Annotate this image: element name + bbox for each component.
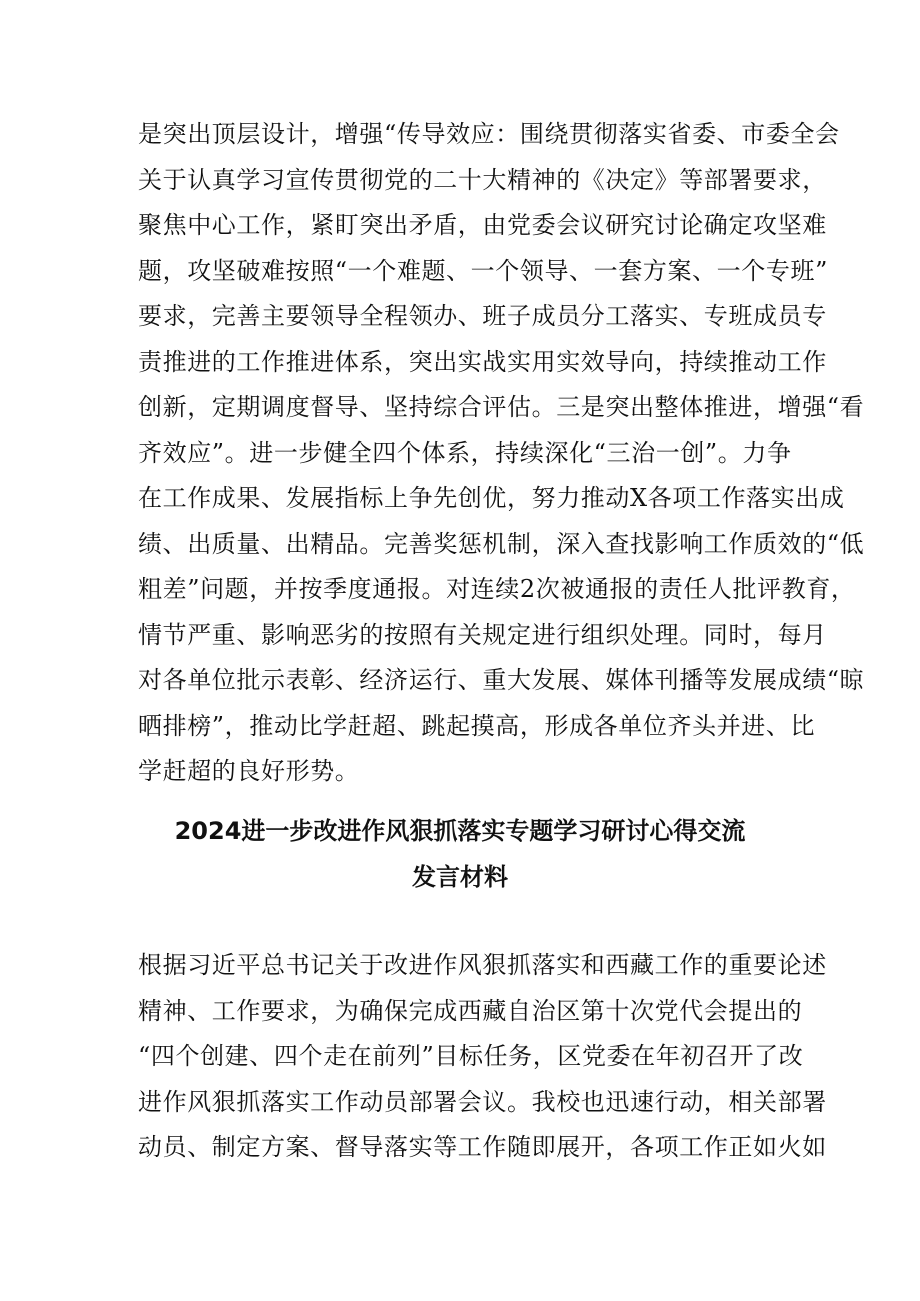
text-line: 情节严重、影响恶劣的按照有关规定进行组织处理。同时，每月 <box>138 621 827 649</box>
text-line: 创新，定期调度督导、坚持综合评估。三是突出整体推进，增强“看 <box>138 393 865 421</box>
text-line: 聚焦中心工作，紧盯突出矛盾，由党委会议研究讨论确定攻坚难 <box>138 211 827 239</box>
text-line: 是突出顶层设计，增强“传导效应：围绕贯彻落实省委、市委全会 <box>138 120 840 148</box>
text-line: 关于认真学习宣传贯彻党的二十大精神的《决定》等部署要求， <box>138 166 827 194</box>
text-line: 精神、工作要求，为确保完成西藏自治区第十次党代会提出的 <box>138 997 803 1025</box>
text-line: 粗差”问题，并按季度通报。对连续2次被通报的责任人批评教育， <box>138 575 856 603</box>
text-line: 进作风狠抓落实工作动员部署会议。我校也迅速行动，相关部署 <box>138 1088 827 1116</box>
text-line: 学赶超的良好形势。 <box>138 757 360 785</box>
text-line: 晒排榜”，推动比学赶超、跳起摸高，形成各单位齐头并进、比 <box>138 712 816 740</box>
text-line: 齐效应”。进一步健全四个体系，持续深化“三治一创”。力争 <box>138 439 792 467</box>
text-line: 绩、出质量、出精品。完善奖惩机制，深入查找影响工作质效的“低 <box>138 530 865 558</box>
text-line: 动员、制定方案、督导落实等工作随即展开，各项工作正如火如 <box>138 1133 827 1161</box>
text-line: 要求，完善主要领导全程领办、班子成员分工落实、专班成员专 <box>138 302 827 330</box>
title-line-2: 发言材料 <box>412 863 508 891</box>
text-line: “四个创建、四个走在前列”目标任务，区党委在年初召开了改 <box>138 1042 804 1070</box>
text-line: 题，攻坚破难按照“一个难题、一个领导、一套方案、一个专班” <box>138 257 828 285</box>
text-line: 责推进的工作推进体系，突出实战实用实效导向，持续推动工作 <box>138 348 827 376</box>
title-line-1: 2024进一步改进作风狠抓落实专题学习研讨心得交流 <box>174 817 746 845</box>
text-line: 根据习近平总书记关于改进作风狠抓落实和西藏工作的重要论述 <box>138 951 827 979</box>
text-line: 对各单位批示表彰、经济运行、重大发展、媒体刊播等发展成绩“晾 <box>138 666 865 694</box>
text-line: 在工作成果、发展指标上争先创优，努力推动X各项工作落实出成 <box>138 484 845 512</box>
